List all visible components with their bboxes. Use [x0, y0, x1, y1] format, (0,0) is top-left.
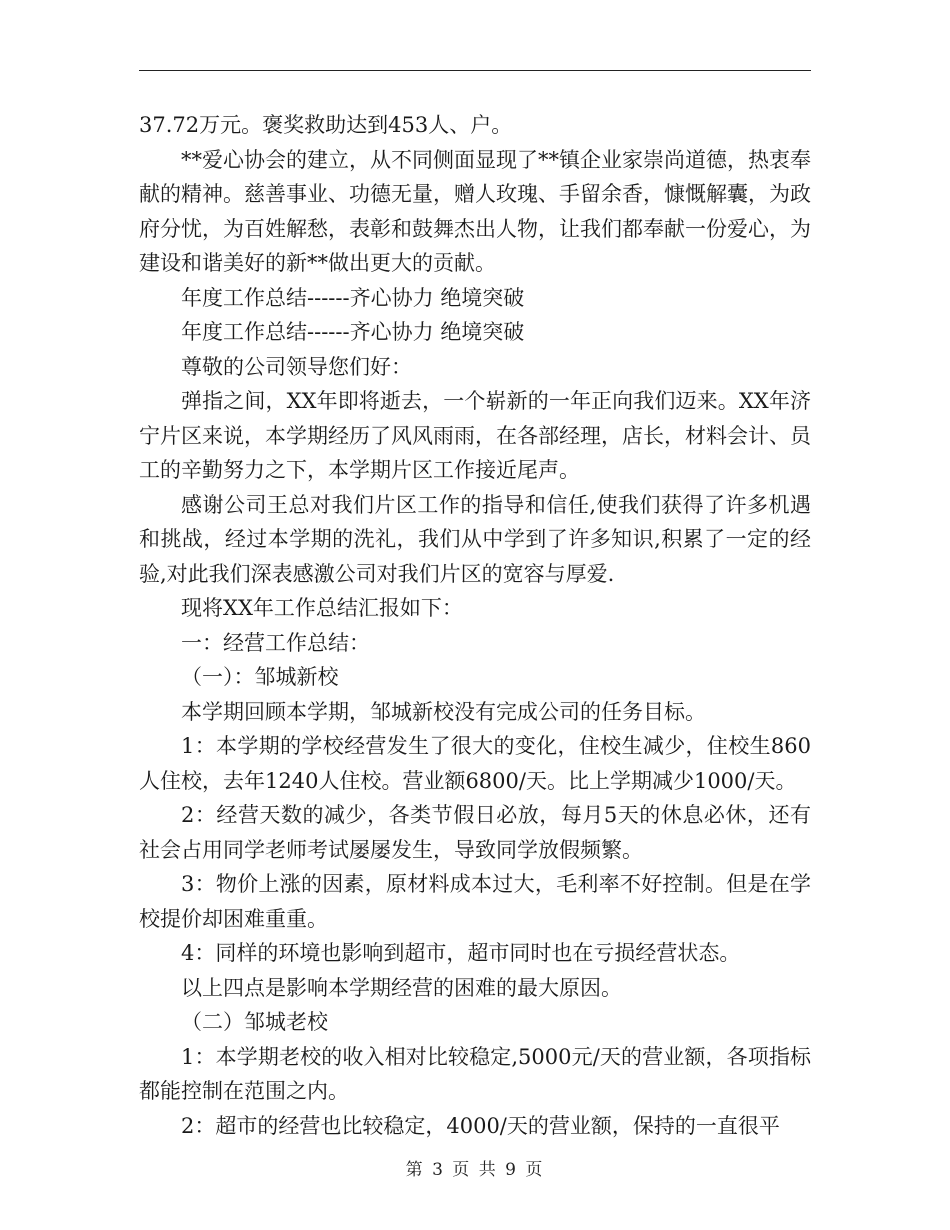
old-campus-item-1: 1：本学期老校的收入相对比较稳定,5000元/天的营业额，各项指标都能控制在范围之内。 [139, 1044, 811, 1103]
header-rule [139, 70, 811, 71]
section-title: 年度工作总结------齐心协力 绝境突破 [181, 285, 525, 310]
paragraph-new-campus-summary: 本学期回顾本学期，邹城新校没有完成公司的任务目标。 [181, 699, 706, 724]
page-number: 第 3 页 共 9 页 [405, 1160, 545, 1180]
paragraph-continuation: 37.72万元。褒奖救助达到453人、户。 [139, 113, 513, 137]
list-item-3: 3：物价上涨的因素，原材料成本过大，毛利率不好控制。但是在学校提价却困难重重。 [139, 872, 811, 931]
salutation: 尊敬的公司领导您们好： [181, 354, 412, 379]
paragraph-intro: 弹指之间，XX年即将逝去，一个崭新的一年正向我们迈来。XX年济宁片区来说，本学期经历了风风雨雨，在各部经理，店长，材料会计、员工的辛勤努力之下，本学期片区工作接近尾声。 [139, 389, 811, 482]
subheading-new-campus: （一）：邹城新校 [181, 665, 339, 689]
paragraph-report-lead: 现将XX年工作总结汇报如下： [181, 596, 463, 620]
old-campus-item-2: 2：超市的经营也比较稳定，4000/天的营业额，保持的一直很平 [181, 1113, 780, 1138]
list-item-2: 2：经营天数的减少，各类节假日必放，每月5天的休息必休，还有社会占用同学老师考试屡屡发生，导致同学放假频繁。 [139, 803, 811, 862]
heading-business-summary: 一：经营工作总结： [181, 630, 370, 655]
section-title-repeat: 年度工作总结------齐心协力 绝境突破 [181, 320, 525, 344]
paragraph-conclusion: 以上四点是影响本学期经营的困难的最大原因。 [181, 975, 622, 1000]
paragraph-thanks: 感谢公司王总对我们片区工作的指导和信任,使我们获得了许多机遇和挑战，经过本学期的洗礼，我们从中学到了许多知识,积累了一定的经验,对此我们深表感激公司对我们片区的宽容与厚爱. [139, 492, 811, 586]
paragraph-association: **爱心协会的建立，从不同侧面显现了**镇企业家崇尚道德，热衷奉献的精神。慈善事业、功德无量，赠人玫瑰、手留余香，慷慨解囊，为政府分忧，为百姓解愁，表彰和鼓舞杰出人物，让我们都奉献一份爱心，为建设和谐美好的新**做出更大的贡献。 [139, 147, 811, 275]
list-item-4: 4：同样的环境也影响到超市，超市同时也在亏损经营状态。 [181, 941, 741, 965]
subheading-old-campus: （二）邹城老校 [181, 1010, 328, 1034]
list-item-1: 1：本学期的学校经营发生了很大的变化，住校生减少，住校生860人住校，去年1240人住校。营业额6800/天。比上学期减少1000/天。 [139, 734, 811, 793]
document-body [139, 108, 811, 1143]
